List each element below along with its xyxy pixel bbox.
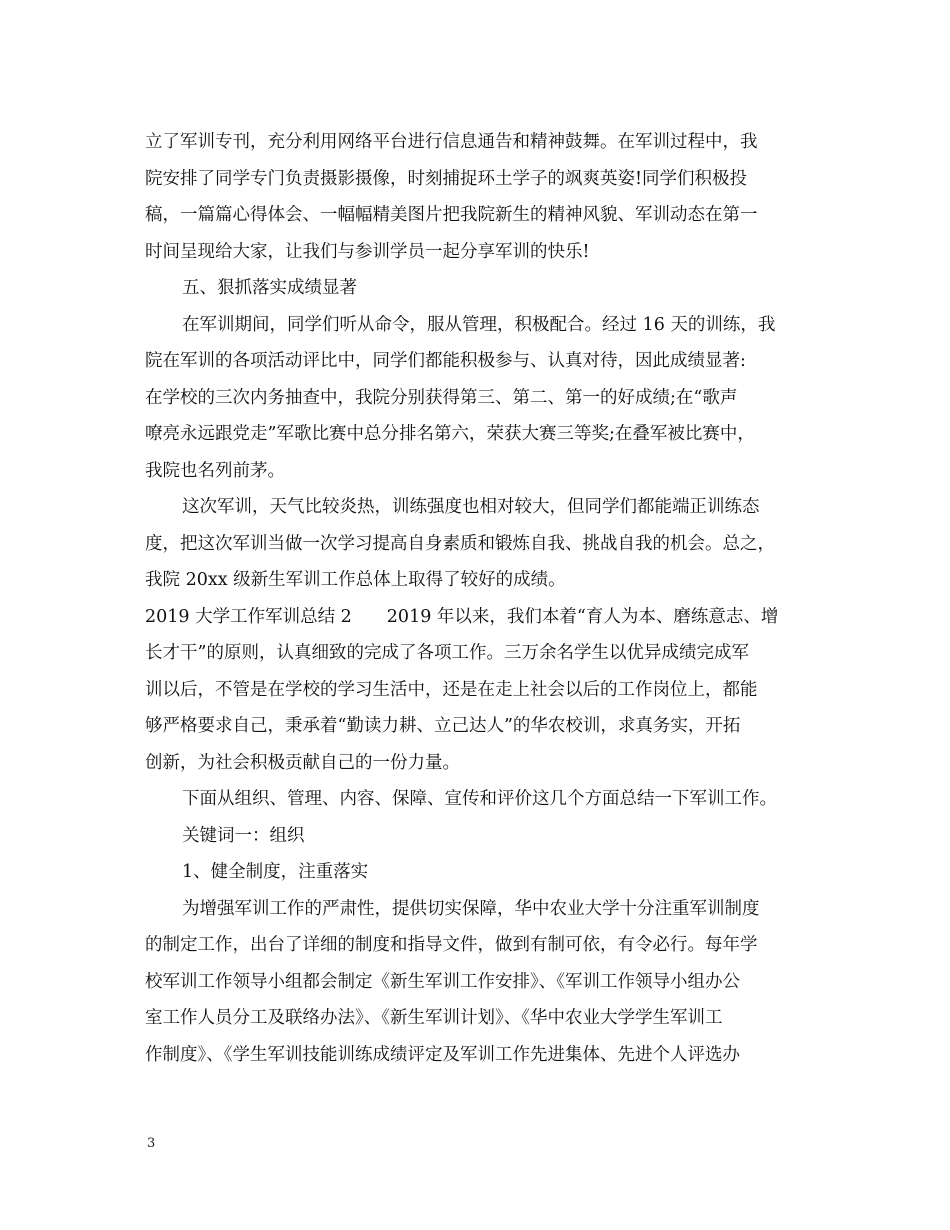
text-line-18: 创新，为社会积极贡献自己的一份力量。: [145, 752, 460, 773]
text-line-23: 的制定工作，出台了详细的制度和指导文件，做到有制可依，有令必行。每年学: [145, 935, 758, 955]
text-line-24: 校军训工作领导小组都会制定《新生军训工作安排》、《军训工作领导小组办公: [145, 971, 740, 992]
text-line-14: 2019 大学工作军训总结 2 2019 年以来，我们本着“育人为本、磨练意志、增: [145, 606, 779, 627]
text-line-15: 长才干”的原则，认真细致的完成了各项工作。三万余名学生以优异成绩完成军: [145, 643, 749, 663]
text-line-25: 室工作人员分工及联络办法》、《新生军训计划》、《华中农业大学学生军训工: [145, 1008, 723, 1028]
text-line-13: 我院 20xx 级新生军训工作总体上取得了较好的成绩。: [145, 570, 566, 590]
text-line-2: 院安排了同学专门负责摄影摄像，时刻捕捉环土学子的飒爽英姿!同学们积极投: [145, 168, 748, 189]
page-number: 3: [147, 1136, 156, 1151]
text-line-8: 在学校的三次内务抽查中，我院分别获得第三、第二、第一的好成绩;在“歌声: [145, 387, 738, 408]
text-line-16: 训以后，不管是在学校的学习生活中，还是在走上社会以后的工作岗位上，都能: [145, 679, 758, 700]
text-line-7: 院在军训的各项活动评比中，同学们都能积极参与、认真对待，因此成绩显著:: [145, 351, 746, 371]
text-line-17: 够严格要求自己，秉承着“勤读力耕、立己达人”的华农校训，求真务实，开拓: [145, 716, 741, 736]
text-line-1: 立了军训专刊，充分利用网络平台进行信息通告和精神鼓舞。在军训过程中，我: [145, 132, 758, 152]
text-line-12: 度，把这次军训当做一次学习提高自身素质和锻炼自我、挑战自我的机会。总之，: [145, 533, 775, 554]
section-heading-5: 五、狠抓落实成绩显著: [182, 278, 357, 298]
text-line-19: 下面从组织、管理、内容、保障、宣传和评价这几个方面总结一下军训工作。: [182, 789, 777, 809]
text-line-9: 嘹亮永远跟党走”军歌比赛中总分排名第六，荣获大赛三等奖;在叠军被比赛中，: [145, 424, 755, 444]
text-line-4: 时间呈现给大家，让我们与参训学员一起分享军训的快乐!: [145, 241, 590, 262]
document-body: [145, 124, 805, 1073]
text-line-3: 稿，一篇篇心得体会、一幅幅精美图片把我院新生的精神风貌、军训动态在第一: [145, 205, 758, 225]
text-line-11: 这次军训，天气比较炎热，训练强度也相对较大，但同学们都能端正训练态: [182, 497, 760, 517]
subsection-heading: 1、健全制度，注重落实: [182, 862, 369, 882]
keyword-heading: 关键词一：组织: [182, 825, 305, 846]
text-line-6: 在军训期间，同学们听从命令，服从管理，积极配合。经过 16 天的训练，我: [182, 314, 776, 335]
text-line-22: 为增强军训工作的严肃性，提供切实保障，华中农业大学十分注重军训制度: [182, 898, 760, 919]
text-line-10: 我院也名列前茅。: [145, 460, 285, 481]
text-line-26: 作制度》、《学生军训技能训练成绩评定及军训工作先进集体、先进个人评选办: [145, 1044, 740, 1065]
